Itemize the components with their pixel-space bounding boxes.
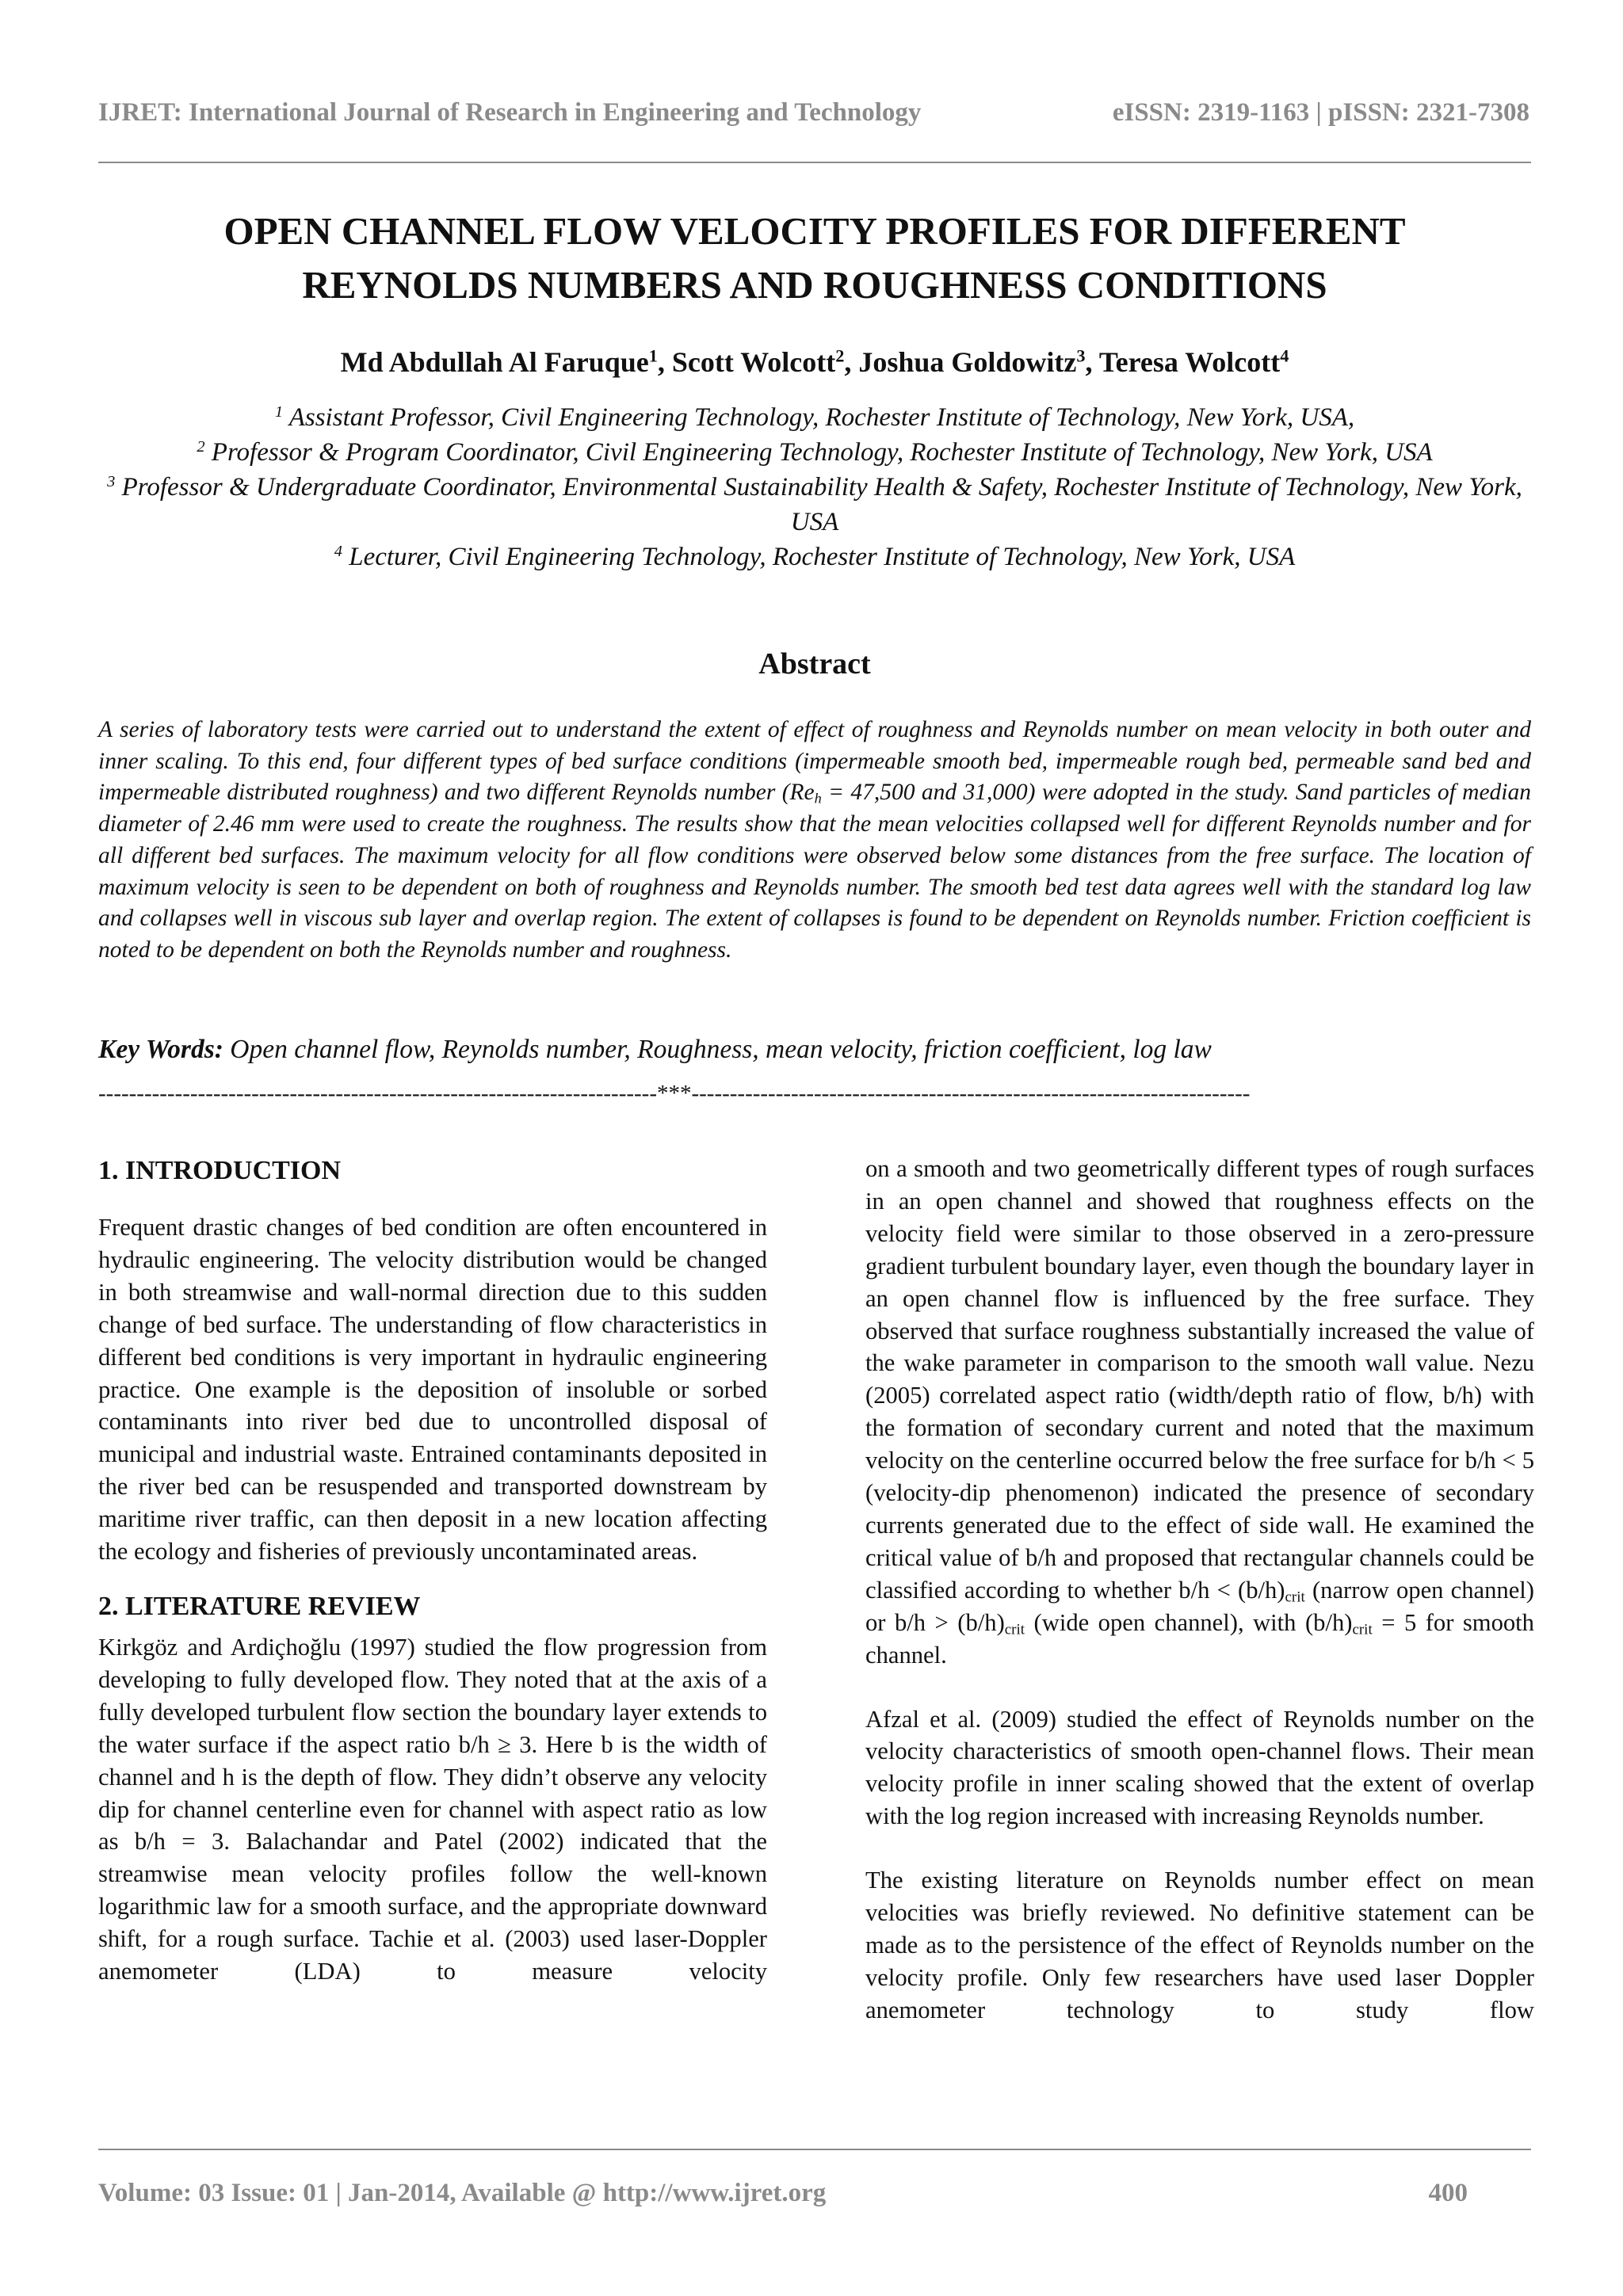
title-line-1: OPEN CHANNEL FLOW VELOCITY PROFILES FOR DIFFERENT: [223, 209, 1406, 253]
footer-rule: [98, 2149, 1531, 2150]
affiliation-3: $^3$ Professor & Undergraduate Coordinator, Environmental Sustainability Health & Safety, Rochester Institute of Technology, New York, USA: [107, 472, 1522, 536]
issn: eISSN: 2319-1163 | pISSN: 2321-7308: [1112, 98, 1529, 127]
introduction-paragraph: Frequent drastic changes of bed condition are often encountered in hydraulic engineering. The velocity distribution would be changed in both streamwise and wall-normal direction due to this sudden change of bed surface. The understanding of flow characteristics in different bed conditions is very important in hydraulic engineering practice. One example is the deposition of insoluble or sorbed contaminants into river bed due to uncontrolled disposal of municipal and industrial waste. Entrained contaminants deposited in the river bed can be resuspended and transported downstream by maritime river traffic, can then deposit in a new location affecting the ecology and fisheries of previously uncontaminated areas.: [98, 1214, 767, 1566]
title-line-2: REYNOLDS NUMBERS AND ROUGHNESS CONDITIONS: [302, 263, 1327, 307]
introduction-heading: 1. INTRODUCTION: [98, 1156, 342, 1185]
literature-summary-paragraph: The existing literature on Reynolds number effect on mean velocities was briefly reviewed. No definitive statement can be made as to the persistence of the effect of Reynolds number on the velocity profile. Only few researchers have used laser Doppler anemometer technology to study flow: [865, 1867, 1534, 2023]
literature-continued-paragraph: on a smooth and two geometrically different types of rough surfaces in an open channel and showed that roughness effects on the velocity field were similar to those observed in a zero-pressure gradient turbulent boundary layer, even though the boundary layer in an open channel flow is influenced by the free surface. They observed that surface roughness substantially increased the value of the wake parameter in comparison to the smooth wall value. Nezu (2005) correlated aspect ratio (width/depth ratio of flow, b/h) with the formation of secondary current and noted that the maximum velocity on the centerline occurred below the free surface for b/h < 5 (velocity-dip phenomenon) indicated the presence of secondary currents generated due to the effect of side wall. He examined the critical value of b/h and proposed that rectangular channels could be classified according to whether $b/h < (b/h)_{crit}$ (narrow open channel) or $b/h > (b/h)_{crit}$ (wide open channel), with $(b/h)_{crit} = 5$ for smooth channel.: [865, 1155, 1534, 1669]
keywords: [98, 1032, 1531, 1067]
left-column: [98, 1153, 767, 1988]
author: Joshua Goldowitz$^3$,: [858, 345, 1099, 378]
keywords-text: Open channel flow, Reynolds number, Roughness, mean velocity, friction coefficient, log law: [223, 1035, 1212, 1064]
section-separator: -------------------------------------------------------------------------***-------------------------------------------------------------------------: [98, 1081, 1251, 1106]
affiliation-4: $^4$ Lecturer, Civil Engineering Technology, Rochester Institute of Technology, New York, USA: [334, 542, 1296, 571]
abstract-heading: Abstract: [758, 647, 871, 681]
keywords-label: Key Words:: [98, 1035, 223, 1064]
affiliation-2: $^2$ Professor & Program Coordinator, Civil Engineering Technology, Rochester Institute of Technology, New York, USA: [197, 437, 1433, 467]
afzal-paragraph: Afzal et al. (2009) studied the effect of Reynolds number on the velocity characteristics of smooth open-channel flows. Their mean velocity profile in inner scaling showed that the extent of overlap with the log region increased with increasing Reynolds number.: [865, 1705, 1534, 1830]
page-number: 400: [1428, 2179, 1468, 2207]
right-column: [865, 1153, 1534, 2027]
abstract-text: A series of laboratory tests were carried out to understand the extent of effect of roughness and Reynolds number on mean velocity in both outer and inner scaling. To this end, four different types of bed surface conditions (impermeable smooth bed, impermeable rough bed, permeable sand bed and impermeable distributed roughness) and two different Reynolds number ($Re_h = 47,500$ and 31,000) were adopted in the study. Sand particles of median diameter of 2.46 mm were used to create the roughness. The results show that the mean velocities collapsed well for different Reynolds number and for all different bed surfaces. The maximum velocity for all flow conditions were observed below some distances from the free surface. The location of maximum velocity is seen to be dependent on both of roughness and Reynolds number. The smooth bed test data agrees well with the standard log law and collapses well in viscous sub layer and overlap region. The extent of collapses is found to be dependent on Reynolds number. Friction coefficient is noted to be dependent on both the Reynolds number and roughness.: [98, 717, 1531, 963]
journal-name: IJRET: International Journal of Research in Engineering and Technology: [98, 98, 922, 127]
author-list: [98, 345, 1531, 379]
affiliation-1: $^1$ Assistant Professor, Civil Engineering Technology, Rochester Institute of Technology, New York, USA,: [274, 402, 1355, 432]
volume-info: Volume: 03 Issue: 01 | Jan-2014, Available @ http://www.ijret.org: [98, 2179, 827, 2207]
author: Md Abdullah Al Faruque$^1$,: [340, 345, 672, 378]
affiliations: [98, 400, 1531, 574]
header-rule: [98, 162, 1531, 163]
literature-review-heading: 2. LITERATURE REVIEW: [98, 1591, 421, 1621]
author: Scott Wolcott$^2$,: [671, 345, 859, 378]
running-header: [98, 98, 1529, 128]
page-footer: [98, 2179, 1531, 2208]
literature-paragraph: Kirkgöz and Ardiçhoğlu (1997) studied the flow progression from developing to fully developed flow. They noted that at the axis of a fully developed turbulent flow section the boundary layer extends to the water surface if the aspect ratio b/h ≥ 3. Here b is the width of channel and h is the depth of flow. They didn’t observe any velocity dip for channel centerline even for channel with aspect ratio as low as b/h = 3. Balachandar and Patel (2002) indicated that the streamwise mean velocity profiles follow the well-known logarithmic law for a smooth surface, and the appropriate downward shift, for a rough surface. Tachie et al. (2003) used laser-Doppler anemometer (LDA) to measure velocity: [98, 1633, 767, 1985]
paper-title: [98, 204, 1531, 312]
author: Teresa Wolcott$^4$: [1098, 345, 1289, 378]
